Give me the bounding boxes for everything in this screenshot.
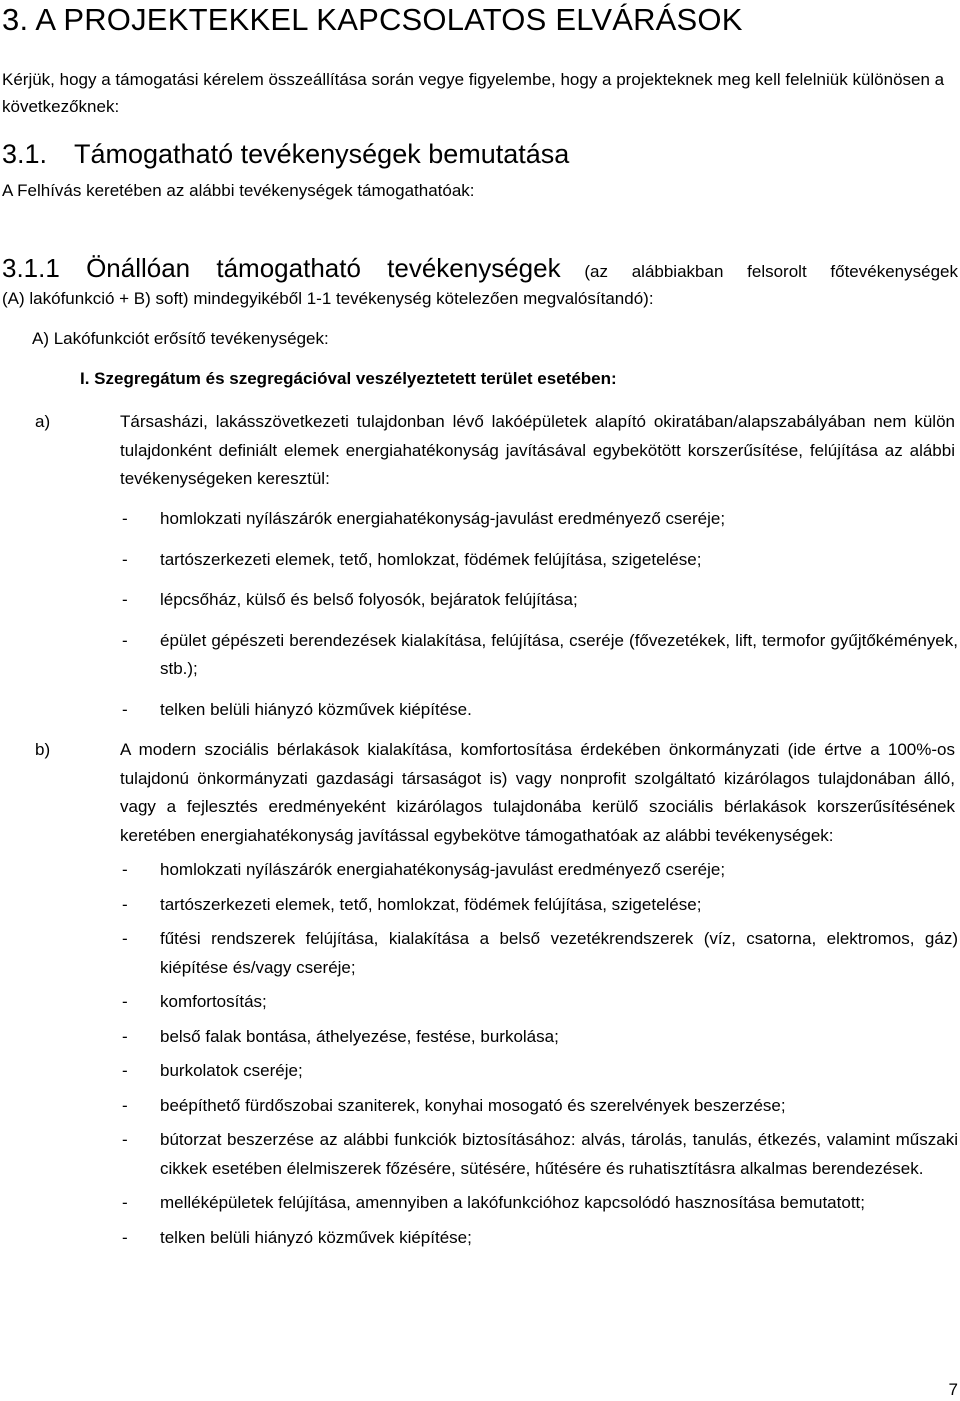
item-b-list: [122, 856, 958, 1258]
section-3-1-1-note-end: (A) lakófunkció + B) soft) mindegyikéből 1-1 tevékenység kötelezően megvalósítandó):: [2, 289, 654, 308]
item-b-text: A modern szociális bérlakások kialakítása, komfortosítása érdekében önkormányzati (ide értve a 100%-os tulajdonú önkormányzati gazdasági társaságot is) vagy nonprofit szolgáltató kizárólagos tulajdonában álló, vagy a fejlesztés eredményeként kizárólagos tulajdonába kerülő szociális bérlakások korszerűsítésének keretében energiahatékonyság javítással egybekötve támogathatóak az alábbi tevékenységek:: [120, 740, 955, 845]
list-item: - telken belüli hiányzó közművek kiépítése;: [122, 1224, 958, 1253]
section-3-1-number: 3.1.: [2, 139, 48, 169]
item-a-text: Társasházi, lakásszövetkezeti tulajdonban lévő lakóépületek alapító okiratában/alapszabályában nem külön tulajdonként definiált elemek energiahatékonyság javításával egybekötött korszerűsítése, felújítása az alábbi tevékenységeken keresztül:: [120, 412, 955, 488]
list-item: - beépíthető fürdőszobai szaniterek, konyhai mosogató és szerelvények beszerzése;: [122, 1092, 958, 1121]
list-item: - belső falak bontása, áthelyezése, festése, burkolása;: [122, 1023, 958, 1052]
section-3-1-1-note-start: (az alábbiakban felsorolt főtevékenységek: [584, 262, 958, 281]
page-title: 3. A PROJEKTEKKEL KAPCSOLATOS ELVÁRÁSOK: [2, 2, 743, 37]
list-item: - burkolatok cseréje;: [122, 1057, 958, 1086]
section-3-1-title: Támogatható tevékenységek bemutatása: [74, 139, 570, 169]
list-item: - bútorzat beszerzése az alábbi funkciók biztosításához: alvás, tárolás, tanulás, étkezés, valamint műszaki cikkek esetében élelmiszerek főzésére, sütésére, hűtésére és ruhatisztításra alkalmas berendezések.: [122, 1126, 958, 1183]
list-item: - komfortosítás;: [122, 988, 958, 1017]
list-item: - tartószerkezeti elemek, tető, homlokzat, födémek felújítása, szigetelése;: [122, 546, 958, 575]
page-number: 7: [948, 1380, 958, 1399]
section-3-1-1-line1: [2, 253, 958, 287]
group-a-heading: A) Lakófunkciót erősítő tevékenységek:: [32, 329, 329, 348]
section-3-1-1-heading: [2, 253, 958, 311]
list-item: - épület gépészeti berendezések kialakítása, felújítása, cseréje (fővezetékek, lift, termofor gyűjtőkémények, stb.);: [122, 627, 958, 684]
section-3-1-heading: [2, 139, 569, 170]
list-item: - lépcsőház, külső és belső folyosók, bejáratok felújítása;: [122, 586, 958, 615]
group-a-subheading: I. Szegregátum és szegregációval veszélyeztetett terület esetében:: [80, 369, 617, 388]
section-3-1-1-title: 3.1.1 Önállóan támogatható tevékenységek: [2, 253, 561, 283]
intro-paragraph: Kérjük, hogy a támogatási kérelem összeállítása során vegye figyelembe, hogy a projekteknek meg kell felelniük különösen a következőknek:: [2, 70, 945, 116]
item-b-label: b): [35, 740, 51, 759]
item-a-label: a): [35, 412, 51, 431]
item-a-list: [122, 505, 958, 736]
list-item: - melléképületek felújítása, amennyiben a lakófunkcióhoz kapcsolódó hasznosítása bemutatott;: [122, 1189, 958, 1218]
list-item: - homlokzati nyílászárók energiahatékonyság-javulást eredményező cseréje;: [122, 505, 958, 534]
list-item: - fűtési rendszerek felújítása, kialakítása a belső vezetékrendszerek (víz, csatorna, elektromos, gáz) kiépítése és/vagy cseréje;: [122, 925, 958, 982]
section-3-1-intro: A Felhívás keretében az alábbi tevékenységek támogathatóak:: [2, 181, 475, 200]
list-item: - telken belüli hiányzó közművek kiépítése.: [122, 696, 958, 725]
list-item: - tartószerkezeti elemek, tető, homlokzat, födémek felújítása, szigetelése;: [122, 891, 958, 920]
list-item: - homlokzati nyílászárók energiahatékonyság-javulást eredményező cseréje;: [122, 856, 958, 885]
